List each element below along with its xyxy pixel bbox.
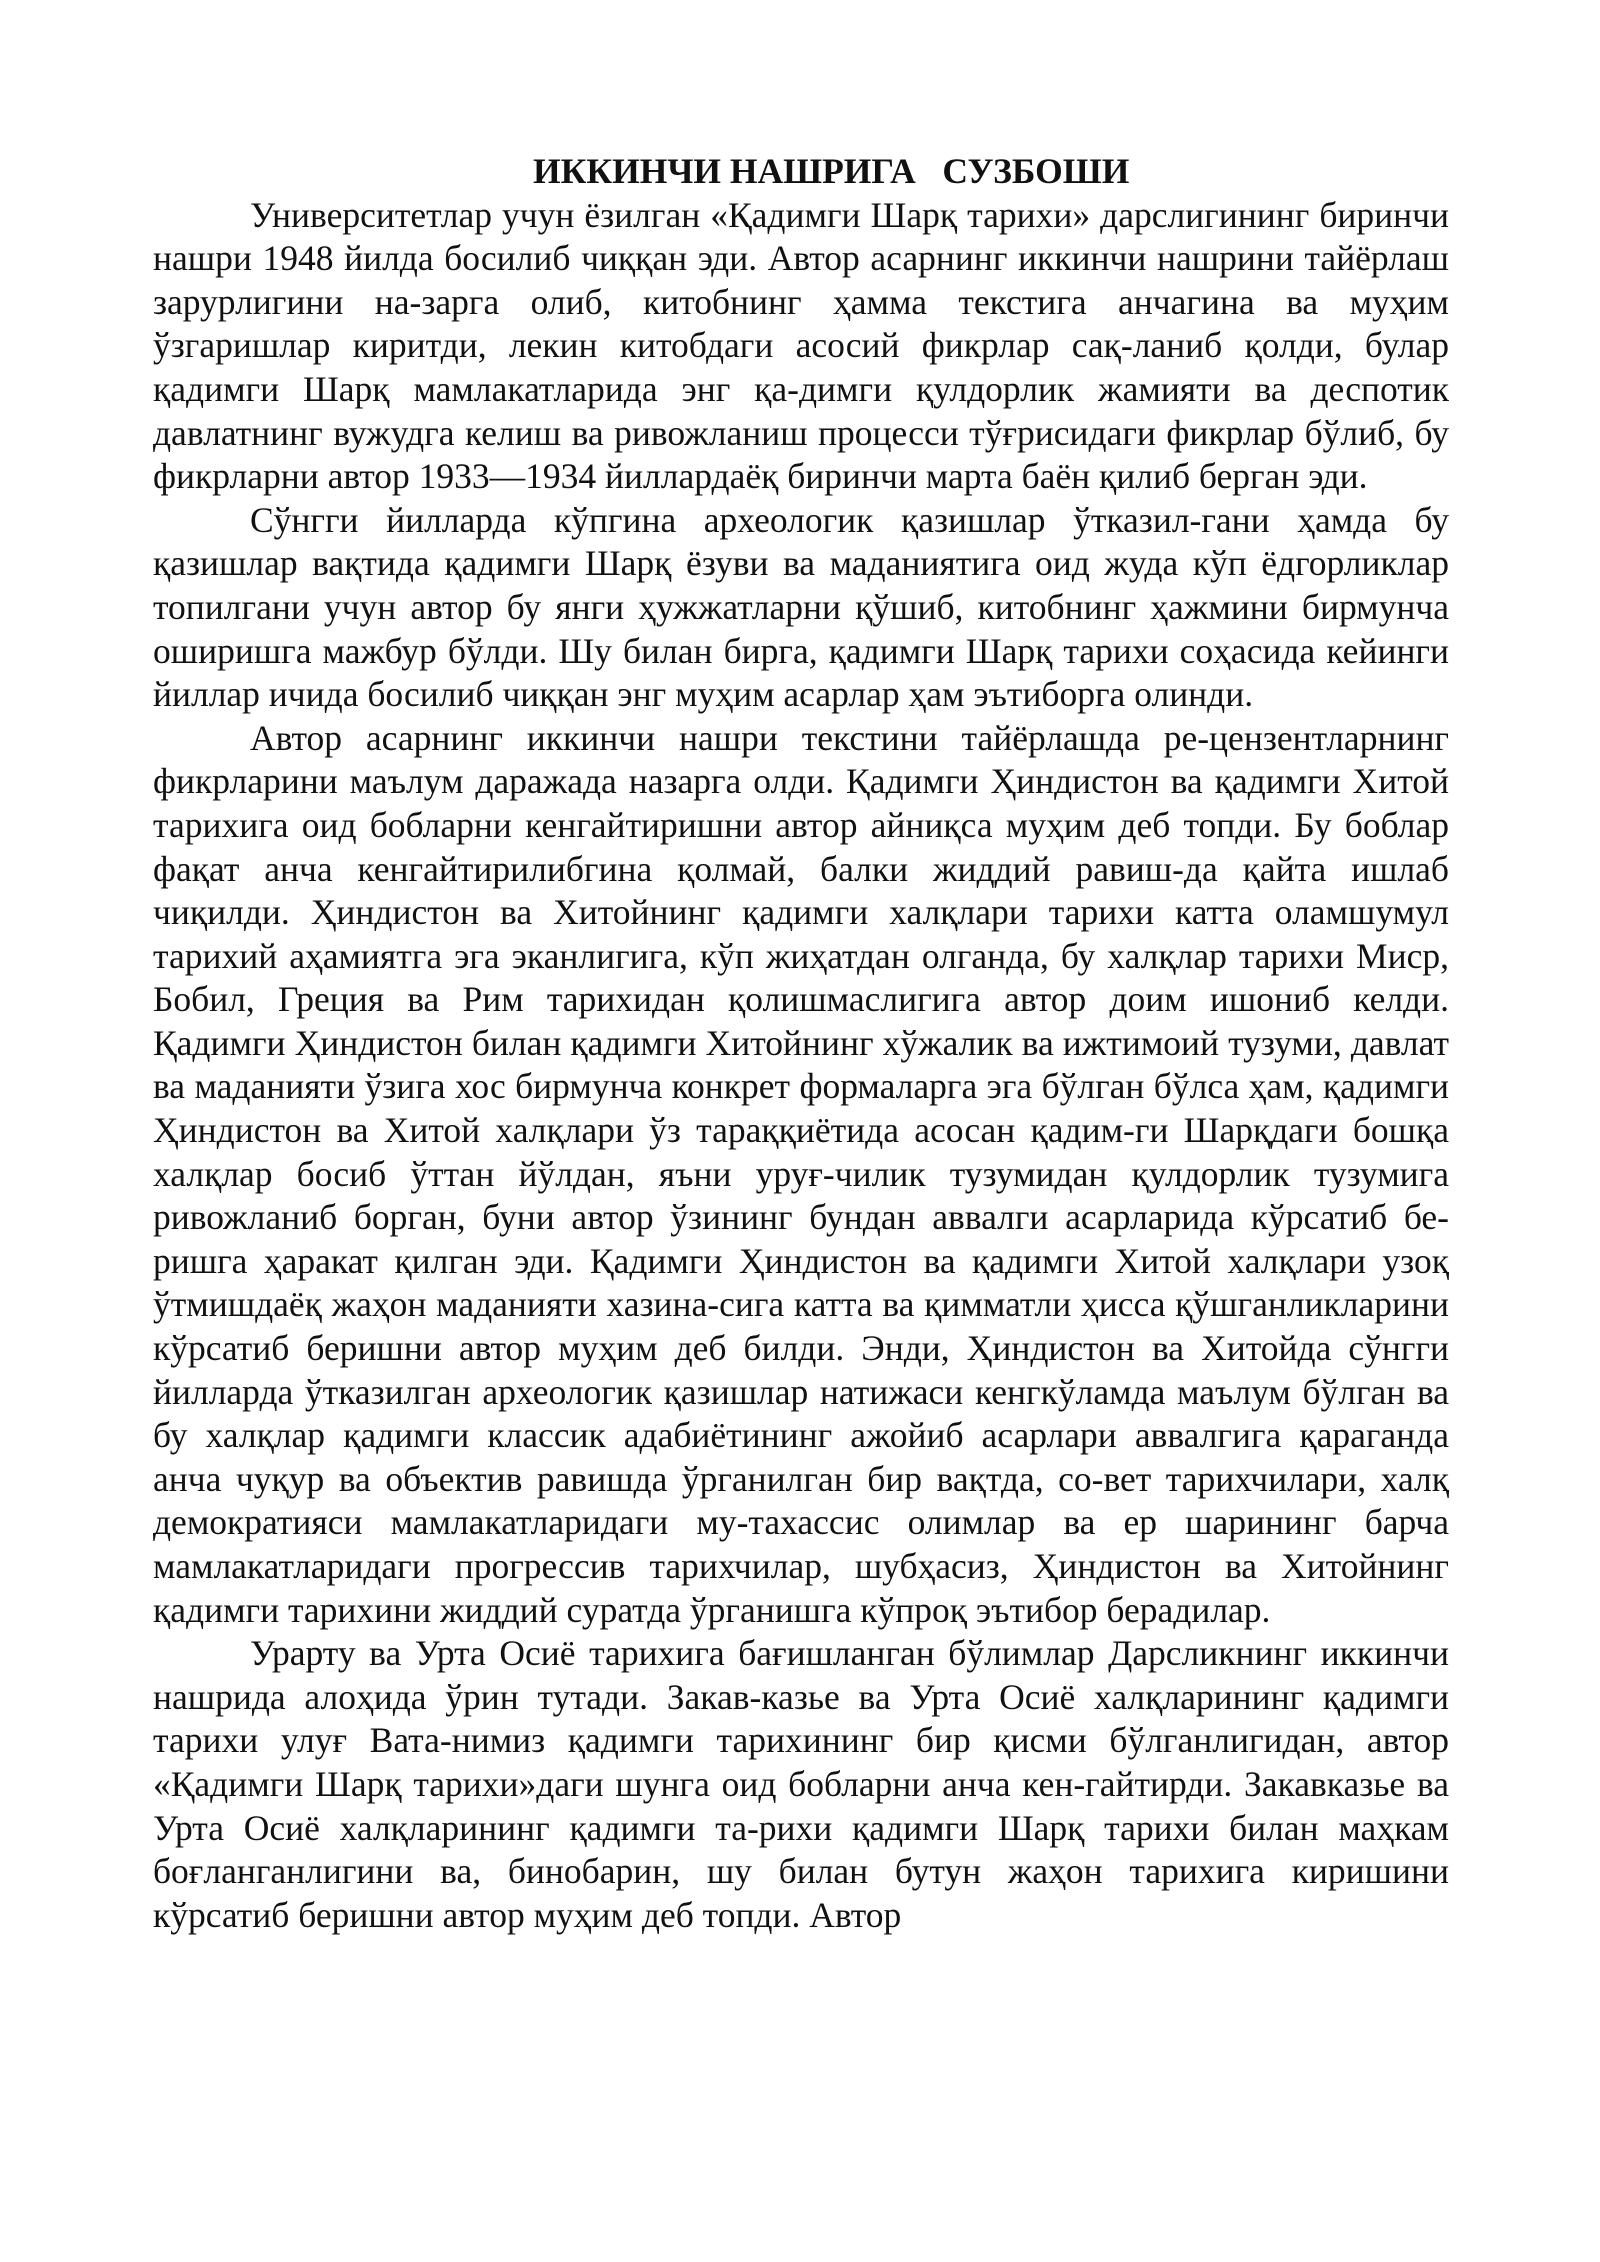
paragraph-4: Урарту ва Урта Осиё тарихига бағишланган бўлимлар Дарсликнинг иккинчи нашрида алоҳида ўрин тутади. Закав-казье ва Урта Осиё халқларининг қадимги тарихи улуғ Вата-нимиз қадимги тарихининг бир қисми бўлганлигидан, автор «Қадимги Шарқ тарихи»даги шунга оид бобларни анча кен-гайтирди. Закавказье ва Урта Осиё халқларининг қадимги та-рихи қадимги Шарқ тарихи билан маҳкам боғланганлигини ва, бинобарин, шу билан бутун жаҳон тарихига киришини кўрсатиб беришни автор муҳим деб топди. Автор <box>153 1633 1449 1935</box>
paragraph-1: Университетлар учун ёзилган «Қадимги Шарқ тарихи» дарслигининг биринчи нашри 1948 йилда босилиб чиққан эди. Автор асарнинг иккинчи нашрини тайёрлаш зарурлигини на-зарга олиб, китобнинг ҳамма текстига анчагина ва муҳим ўзгаришлар киритди, лекин китобдаги асосий фикрлар сақ-ланиб қолди, булар қадимги Шарқ мамлакатларида энг қа-димги қулдорлик жамияти ва деспотик давлатнинг вужудга келиш ва ривожланиш процесси тўғрисидаги фикрлар бўлиб, бу фикрларни автор 1933—1934 йиллардаёқ биринчи марта баён қилиб берган эди. <box>153 194 1449 497</box>
document-body <box>153 150 1449 1937</box>
document-title: ИККИНЧИ НАШРИГА СУЗБОШИ <box>533 151 1130 191</box>
paragraph-3: Автор асарнинг иккинчи нашри текстини тайёрлашда ре-цензентларнинг фикрларини маълум даражада назарга олди. Қадимги Ҳиндистон ва қадимги Хитой тарихига оид бобларни кенгайтиришни автор айниқса муҳим деб топди. Бу боблар фақат анча кенгайтирилибгина қолмай, балки жиддий равиш-да қайта ишлаб чиқилди. Ҳиндистон ва Хитойнинг қадимги халқлари тарихи катта оламшумул тарихий аҳамиятга эга эканлигига, кўп жиҳатдан олганда, бу халқлар тарихи Миср, Бобил, Греция ва Рим тарихидан қолишмаслигига автор доим ишониб келди. Қадимги Ҳиндистон билан қадимги Хитойнинг хўжалик ва ижтимоий тузуми, давлат ва маданияти ўзига хос бирмунча конкрет формаларга эга бўлган бўлса ҳам, қадимги Ҳиндистон ва Хитой халқлари ўз тараққиётида асосан қадим-ги Шарқдаги бошқа халқлар босиб ўттан йўлдан, яъни уруғ-чилик тузумидан қулдорлик тузумига ривожланиб борган, буни автор ўзининг бундан аввалги асарларида кўрсатиб бе-ришга ҳаракат қилган эди. Қадимги Ҳиндистон ва қадимги Хитой халқлари узоқ ўтмишдаёқ жаҳон маданияти хазина-сига катта ва қимматли ҳисса қўшганликларини кўрсатиб беришни автор муҳим деб билди. Энди, Ҳиндистон ва Хитойда сўнгги йилларда ўтказилган археологик қазишлар натижаси кенгкўламда маълум бўлган ва бу халқлар қадимги классик адабиётининг ажойиб асарлари аввалгига қараганда анча чуқур ва объектив равишда ўрганилган бир вақтда, со-вет тарихчилари, халқ демократияси мамлакатларидаги му-тахассис олимлар ва ер шарининг барча мамлакатларидаги прогрессив тарихчилар, шубҳасиз, Ҳиндистон ва Хитойнинг қадимги тарихини жиддий суратда ўрганишга кўпроқ эътибор берадилар. <box>153 717 1449 1630</box>
paragraph-2: Сўнгги йилларда кўпгина археологик қазишлар ўтказил-гани ҳамда бу қазишлар вақтида қадимги Шарқ ёзуви ва маданиятига оид жуда кўп ёдгорликлар топилгани учун автор бу янги ҳужжатларни қўшиб, китобнинг ҳажмини бирмунча оширишга мажбур бўлди. Шу билан бирга, қадимги Шарқ тарихи соҳасида кейинги йиллар ичида босилиб чиққан энг муҳим асарлар ҳам эътиборга олинди. <box>153 499 1449 715</box>
